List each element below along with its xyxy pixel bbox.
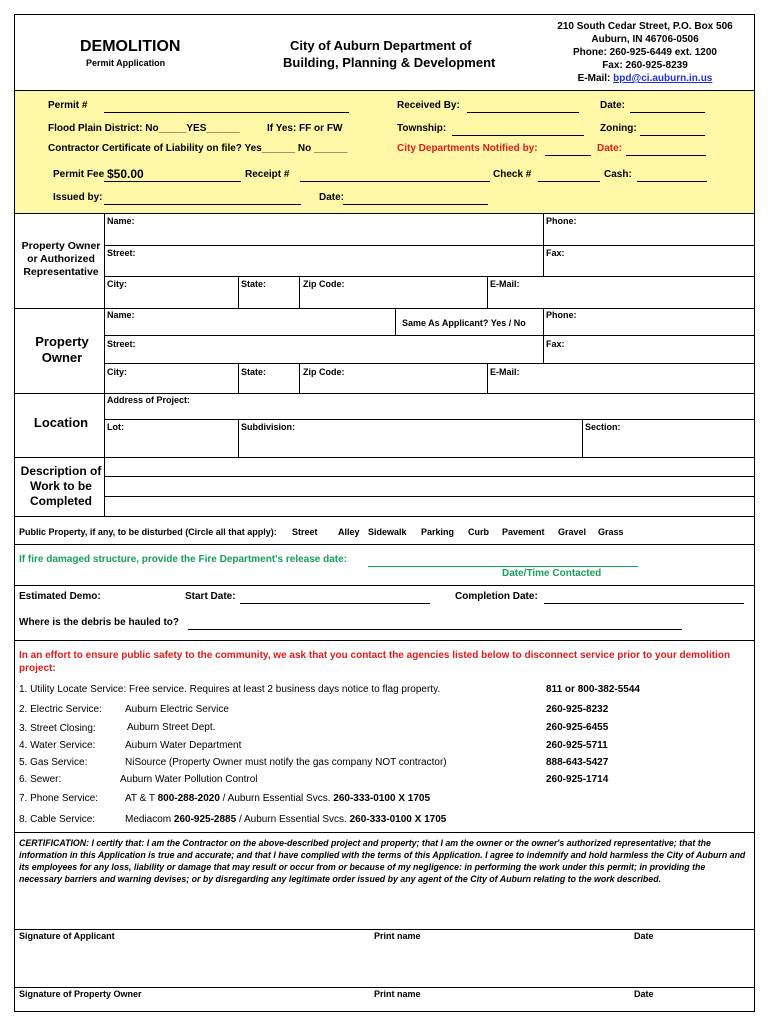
section-divider: [14, 640, 755, 641]
certification-text: CERTIFICATION: I certify that: I am the Contractor on the above-described project and property; that I am the owner or the owner's authorized representative; that the information in this Application is true and accurate; and that I have complied with the terms of this Application. I agree to indemnify and hold harmless the City of Auburn and its employees for any loss, liability or damage that may result or occur from or because of my negligence: in performing the work under this permit; in providing the necessary barriers and warning devises; or by disregarding any legitimate order issued by any agent of the City of Auburn relating to the work described.: [19, 838, 746, 884]
fire-release-field[interactable]: [368, 566, 638, 567]
service-label: 4. Water Service:: [19, 740, 96, 751]
service-provider: NiSource (Property Owner must notify the gas company NOT contractor): [125, 757, 447, 768]
service-label: 8. Cable Service:: [19, 814, 96, 825]
owner-state-field[interactable]: State:: [241, 367, 267, 377]
applicant-fax-field[interactable]: Fax:: [546, 248, 565, 258]
phone-col-line: [543, 214, 544, 276]
service-phone: 260-925-1714: [546, 774, 609, 785]
permit-fee-label: Permit Fee: [53, 169, 105, 180]
permit-number-row: [48, 100, 87, 111]
address-line1: 210 South Cedar Street, P.O. Box 506: [557, 21, 733, 32]
section-divider: [14, 516, 755, 517]
contractor-cert-label: Contractor Certificate of Liability on file? Yes______ No ______: [48, 143, 348, 154]
owner-print-name-label: Print name: [374, 989, 421, 999]
address-line2: Auburn, IN 46706-0506: [591, 34, 699, 45]
service-phone: 260-925-8232: [546, 704, 609, 715]
applicant-date-label: Date: [634, 931, 654, 941]
city-depts-field[interactable]: [545, 155, 591, 156]
form-title: DEMOLITION: [80, 38, 181, 55]
section-divider: [14, 457, 755, 458]
start-date-label: Start Date:: [185, 591, 236, 602]
township-label: Township:: [397, 123, 447, 134]
owner-name-field[interactable]: Name:: [107, 310, 135, 320]
receipt-field[interactable]: [300, 181, 490, 182]
issued-date-field[interactable]: [343, 204, 488, 205]
applicant-section-label: Property Owner or Authorized Representative: [21, 240, 101, 278]
issued-by-field[interactable]: [104, 204, 301, 205]
applicant-street-field[interactable]: Street:: [107, 248, 136, 258]
permit-fee-value: $50.00: [107, 167, 144, 181]
completion-date-field[interactable]: [544, 603, 744, 604]
service-label: 6. Sewer:: [19, 774, 62, 785]
dept-name-line2: Building, Planning & Development: [283, 55, 496, 70]
project-address-field[interactable]: Address of Project:: [107, 395, 191, 405]
permit-number-label: Permit #: [48, 100, 88, 111]
received-date-field[interactable]: [630, 112, 705, 113]
owner-email-field[interactable]: E-Mail:: [490, 367, 520, 377]
state-col-line: [238, 276, 239, 308]
flood-if-yes-label: If Yes: FF or FW: [267, 123, 343, 134]
owner-row-line: [104, 363, 755, 364]
service-row: [19, 774, 61, 785]
service-label: 1. Utility Locate Service: Free service. Requires at least 2 business days notice to flag property.: [19, 684, 441, 695]
description-field[interactable]: [106, 459, 752, 514]
email-col-line: [487, 276, 488, 308]
section-divider: [14, 544, 755, 545]
section-divider: [14, 393, 755, 394]
provider-phone: 260-333-0100 X 1705: [349, 814, 447, 825]
issued-date-label: Date:: [319, 192, 345, 203]
owner-date-label: Date: [634, 989, 654, 999]
dept-fax: Fax: 260-925-8239: [602, 60, 688, 71]
cable-service-row: [19, 814, 95, 825]
service-label: 3. Street Closing:: [19, 723, 96, 734]
dept-email-link[interactable]: bpd@ci.auburn.in.us: [613, 73, 713, 84]
service-label: 7. Phone Service:: [19, 793, 98, 804]
public-property-option[interactable]: Gravel: [558, 527, 587, 537]
flood-plain-label: Flood Plain District: No_____YES______: [48, 123, 240, 134]
service-provider: Auburn Street Dept.: [127, 722, 216, 733]
dept-address: [540, 20, 750, 85]
section-field[interactable]: Section:: [585, 422, 621, 432]
service-phone: 260-925-6455: [546, 722, 609, 733]
received-date-label: Date:: [600, 100, 626, 111]
email-col-line: [487, 363, 488, 393]
section-divider: [14, 987, 755, 988]
city-depts-date-label: Date:: [597, 143, 623, 154]
cash-label: Cash:: [604, 169, 632, 180]
start-date-field[interactable]: [240, 603, 430, 604]
service-provider: Auburn Water Pollution Control: [120, 774, 258, 785]
owner-street-field[interactable]: Street:: [107, 339, 136, 349]
public-property-option[interactable]: Pavement: [502, 527, 545, 537]
section-divider: [14, 585, 755, 586]
form-subtitle: Permit Application: [86, 58, 166, 68]
cable-service-providers: [125, 814, 446, 825]
section-col-line: [582, 419, 583, 457]
public-property-option[interactable]: Street: [292, 527, 318, 537]
provider-separator: / Auburn Essential Svcs.: [236, 814, 350, 825]
description-divider: [104, 457, 105, 516]
applicant-state-field[interactable]: State:: [241, 279, 267, 289]
permit-fee-field[interactable]: [104, 181, 241, 182]
receipt-label: Receipt #: [245, 169, 290, 180]
owner-fax-field[interactable]: Fax:: [546, 339, 565, 349]
applicant-name-field[interactable]: Name:: [107, 216, 135, 226]
owner-city-field[interactable]: City:: [107, 367, 127, 377]
applicant-phone-field[interactable]: Phone:: [546, 216, 577, 226]
provider-name: AT & T: [125, 793, 158, 804]
dept-email-row: [540, 72, 750, 85]
check-label: Check #: [493, 169, 532, 180]
applicant-divider: [104, 214, 105, 308]
township-field[interactable]: [452, 135, 584, 136]
location-divider: [104, 393, 105, 457]
applicant-row-line: [104, 276, 755, 277]
zoning-field[interactable]: [640, 135, 705, 136]
service-phone: 888-643-5427: [546, 757, 609, 768]
city-depts-date-field[interactable]: [626, 155, 706, 156]
phone-service-providers: [125, 793, 430, 804]
applicant-print-name-label: Print name: [374, 931, 421, 941]
applicant-signature-field[interactable]: [16, 944, 753, 982]
provider-phone: 800-288-2020: [157, 793, 220, 804]
owner-divider: [104, 308, 105, 393]
zip-col-line: [299, 363, 300, 393]
public-property-label: Public Property, if any, to be disturbed (Circle all that apply):: [19, 527, 277, 537]
lot-field[interactable]: Lot:: [107, 422, 124, 432]
public-property-option[interactable]: Parking: [421, 527, 455, 537]
applicant-city-field[interactable]: City:: [107, 279, 127, 289]
provider-separator: / Auburn Essential Svcs.: [219, 793, 334, 804]
check-field[interactable]: [538, 181, 600, 182]
dept-name-line1: City of Auburn Department of: [290, 38, 472, 53]
received-by-label: Received By:: [397, 100, 460, 111]
section-divider: [14, 929, 755, 930]
received-by-field[interactable]: [467, 112, 579, 113]
provider-phone: 260-925-2885: [173, 814, 237, 825]
phone-service-row: [19, 793, 98, 804]
service-phone: 260-925-5711: [546, 740, 608, 751]
subdivision-field[interactable]: Subdivision:: [241, 422, 295, 432]
owner-signature-label: Signature of Property Owner: [19, 989, 142, 999]
provider-name: Mediacom: [125, 814, 174, 825]
owner-row-line: [104, 335, 755, 336]
service-provider: Auburn Water Department: [125, 740, 242, 751]
public-property-option[interactable]: Grass: [598, 527, 624, 537]
public-property-option[interactable]: Alley: [338, 527, 360, 537]
service-row: [19, 757, 87, 768]
provider-phone: 260-333-0100 X 1705: [333, 793, 431, 804]
applicant-email-field[interactable]: E-Mail:: [490, 279, 520, 289]
description-section-label: Description of Work to be Completed: [20, 464, 102, 508]
location-row-line: [104, 419, 755, 420]
email-label: E-Mail:: [577, 73, 611, 84]
service-phone: 811 or 800-382-5544: [546, 684, 640, 695]
dept-phone: Phone: 260-925-6449 ext. 1200: [573, 47, 717, 58]
location-section-label: Location: [33, 415, 89, 430]
service-row: [19, 684, 440, 695]
phone-col-line: [543, 308, 544, 363]
applicant-zip-field[interactable]: Zip Code:: [303, 279, 345, 289]
section-divider: [14, 308, 755, 309]
service-label: 5. Gas Service:: [19, 757, 88, 768]
service-label: 2. Electric Service:: [19, 704, 102, 715]
debris-field[interactable]: [188, 629, 682, 630]
service-provider: Auburn Electric Service: [125, 704, 229, 715]
public-property-option[interactable]: Sidewalk: [368, 527, 407, 537]
applicant-signature-label: Signature of Applicant: [19, 931, 115, 941]
owner-same-col-line: [395, 308, 396, 335]
fire-release-label: If fire damaged structure, provide the Fire Department's release date:: [19, 554, 348, 565]
service-row: [19, 723, 96, 734]
subdivision-col-line: [238, 419, 239, 457]
permit-number-field[interactable]: [104, 112, 349, 113]
cash-field[interactable]: [637, 181, 707, 182]
owner-zip-field[interactable]: Zip Code:: [303, 367, 345, 377]
owner-same-as-applicant[interactable]: Same As Applicant? Yes / No: [402, 318, 526, 328]
zoning-label: Zoning:: [600, 123, 637, 134]
owner-phone-field[interactable]: Phone:: [546, 310, 577, 320]
debris-label: Where is the debris be hauled to?: [19, 617, 180, 628]
city-depts-label: City Departments Notified by:: [397, 143, 538, 154]
public-property-option[interactable]: Curb: [468, 527, 489, 537]
issued-by-label: Issued by:: [53, 192, 103, 203]
section-divider: [14, 832, 755, 833]
owner-section-label: Property Owner: [35, 334, 89, 365]
estimated-demo-label: Estimated Demo:: [19, 591, 101, 602]
services-intro: In an effort to ensure public safety to the community, we ask that you contact the agencies listed below to disconnect service prior to your demolition project:: [19, 650, 731, 674]
fire-date-contacted-label: Date/Time Contacted: [502, 568, 602, 579]
zip-col-line: [299, 276, 300, 308]
state-col-line: [238, 363, 239, 393]
service-row: [19, 704, 102, 715]
completion-date-label: Completion Date:: [455, 591, 538, 602]
applicant-row-line: [104, 245, 755, 246]
service-row: [19, 740, 95, 751]
